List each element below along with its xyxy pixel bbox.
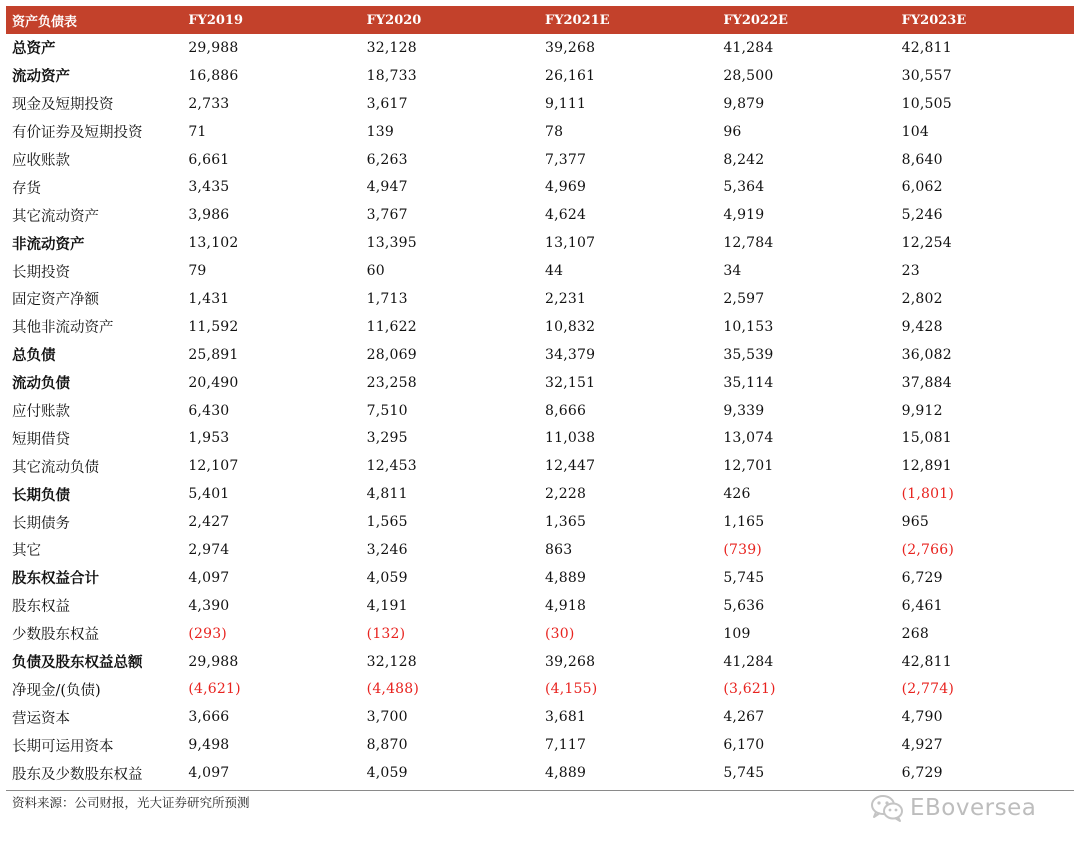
value-cell: 863: [544, 541, 573, 558]
value-cell: 268: [901, 625, 929, 642]
value-cell: 13,395: [366, 235, 417, 252]
value-cell: 4,969: [544, 179, 587, 196]
value-cell: 11,592: [188, 318, 239, 335]
row-label: 少数股东权益: [12, 627, 99, 644]
row-label: 其它: [12, 543, 41, 560]
table-row: [6, 313, 1074, 341]
value-cell: 6,263: [366, 151, 408, 168]
value-cell: 4,889: [544, 765, 587, 782]
value-cell: 4,889: [544, 569, 587, 586]
value-cell: 2,228: [544, 486, 587, 503]
value-cell: (30): [544, 625, 575, 642]
value-cell: 2,597: [723, 290, 765, 307]
row-label: 股东及少数股东权益: [12, 766, 143, 783]
value-cell: 79: [188, 263, 207, 280]
table-row: [6, 257, 1074, 285]
value-cell: 10,832: [544, 318, 596, 335]
value-cell: 1,713: [366, 290, 408, 307]
year-header: FY2020: [366, 12, 422, 28]
value-cell: 12,701: [723, 458, 774, 475]
value-cell: 4,097: [188, 569, 230, 586]
row-label: 营运资本: [12, 710, 70, 727]
value-cell: 8,870: [366, 737, 408, 754]
value-cell: 9,912: [901, 402, 943, 419]
table-row: [6, 146, 1074, 174]
value-cell: 13,074: [723, 430, 774, 447]
value-cell: 78: [544, 123, 564, 140]
value-cell: 11,622: [366, 318, 417, 335]
value-cell: 8,640: [901, 151, 943, 168]
row-label: 总资产: [12, 40, 56, 58]
value-cell: 32,128: [366, 39, 417, 56]
wechat-icon: [870, 793, 904, 823]
value-cell: 6,430: [188, 402, 230, 419]
value-cell: 3,767: [366, 207, 408, 224]
value-cell: 9,498: [188, 737, 230, 754]
value-cell: 1,431: [188, 290, 230, 307]
value-cell: 12,447: [544, 458, 596, 475]
value-cell: 28,500: [723, 67, 774, 84]
value-cell: 4,390: [188, 597, 230, 614]
value-cell: 29,988: [188, 39, 239, 56]
value-cell: (3,621): [723, 681, 776, 698]
value-cell: 3,246: [366, 541, 408, 558]
table-row: [6, 452, 1074, 480]
row-label: 存货: [12, 180, 41, 197]
value-cell: 4,624: [544, 207, 587, 224]
table-header-row: [6, 6, 1074, 34]
table-row: [6, 34, 1074, 62]
value-cell: 39,268: [544, 653, 596, 670]
value-cell: 36,082: [901, 346, 952, 363]
row-label: 有价证券及短期投资: [12, 125, 143, 142]
table-row: [6, 731, 1074, 759]
value-cell: 4,267: [723, 709, 765, 726]
row-label: 长期投资: [12, 264, 70, 281]
value-cell: 9,879: [723, 95, 765, 112]
row-label: 其他非流动资产: [12, 320, 114, 337]
row-label: 总负债: [12, 347, 56, 365]
table-row: [6, 675, 1074, 703]
source-note: 资料来源：公司财报，光大证券研究所预测: [12, 795, 250, 810]
row-label: 现金及短期投资: [12, 97, 114, 114]
value-cell: 4,919: [723, 207, 765, 224]
value-cell: 41,284: [723, 39, 774, 56]
row-label: 长期债务: [12, 515, 70, 532]
row-label: 固定资产净额: [12, 292, 99, 309]
value-cell: 37,884: [901, 374, 952, 391]
value-cell: 139: [366, 123, 394, 140]
value-cell: 3,700: [366, 709, 408, 726]
row-label: 长期可运用资本: [12, 738, 114, 755]
table-title: 资产负债表: [12, 14, 78, 30]
value-cell: 18,733: [366, 67, 417, 84]
value-cell: 4,947: [366, 179, 408, 196]
value-cell: 2,733: [188, 95, 230, 112]
value-cell: 6,461: [901, 597, 943, 614]
value-cell: 12,107: [188, 458, 239, 475]
value-cell: 26,161: [544, 67, 596, 84]
value-cell: 426: [723, 486, 751, 503]
value-cell: 71: [188, 123, 207, 140]
value-cell: 25,891: [188, 346, 239, 363]
value-cell: 8,242: [723, 151, 765, 168]
value-cell: 10,153: [723, 318, 774, 335]
value-cell: 6,170: [723, 737, 765, 754]
value-cell: 5,246: [901, 207, 943, 224]
table-row: [6, 703, 1074, 731]
value-cell: 3,435: [188, 179, 230, 196]
table-row: [6, 173, 1074, 201]
value-cell: 35,114: [723, 374, 774, 391]
value-cell: 4,097: [188, 765, 230, 782]
value-cell: 16,886: [188, 67, 239, 84]
value-cell: 109: [723, 625, 751, 642]
row-label: 应付账款: [12, 404, 70, 421]
table-row: [6, 341, 1074, 369]
table-row: [6, 424, 1074, 452]
value-cell: 3,295: [366, 430, 408, 447]
value-cell: (2,774): [901, 681, 955, 698]
value-cell: 34: [723, 263, 742, 280]
table-row: [6, 508, 1074, 536]
value-cell: 4,059: [366, 765, 408, 782]
row-label: 其它流动资产: [12, 208, 99, 225]
value-cell: 12,254: [901, 235, 952, 252]
value-cell: 35,539: [723, 346, 774, 363]
value-cell: 13,107: [544, 235, 596, 252]
row-label: 其它流动负债: [12, 459, 99, 476]
value-cell: 1,165: [723, 514, 765, 531]
year-header: FY2019: [188, 12, 244, 28]
value-cell: 1,953: [188, 430, 230, 447]
balance-sheet: [6, 6, 1074, 787]
value-cell: 5,364: [723, 179, 765, 196]
value-cell: 23,258: [366, 374, 417, 391]
value-cell: 41,284: [723, 653, 774, 670]
value-cell: 2,231: [544, 290, 587, 307]
value-cell: 1,565: [366, 514, 408, 531]
value-cell: 7,377: [544, 151, 587, 168]
value-cell: 7,117: [544, 737, 587, 754]
value-cell: (293): [188, 625, 227, 642]
value-cell: 4,191: [366, 597, 408, 614]
row-label: 长期负债: [12, 486, 70, 504]
value-cell: 6,661: [188, 151, 230, 168]
row-label: 短期借贷: [12, 431, 70, 448]
table-row: [6, 564, 1074, 592]
watermark-text: EBoversea: [910, 795, 1037, 821]
value-cell: 12,784: [723, 235, 774, 252]
value-cell: (4,621): [188, 681, 241, 698]
value-cell: 4,059: [366, 569, 408, 586]
value-cell: 42,811: [901, 653, 952, 670]
value-cell: 6,062: [901, 179, 943, 196]
value-cell: (132): [366, 625, 406, 642]
value-cell: 3,617: [366, 95, 408, 112]
row-label: 净现金/(负债): [12, 682, 101, 699]
value-cell: 44: [544, 263, 564, 280]
value-cell: 34,379: [544, 346, 596, 363]
value-cell: 12,891: [901, 458, 952, 475]
value-cell: 32,151: [544, 374, 596, 391]
table-row: [6, 369, 1074, 397]
value-cell: 2,802: [901, 290, 943, 307]
row-label: 应收账款: [12, 153, 70, 169]
value-cell: (4,488): [366, 681, 420, 698]
value-cell: 4,918: [544, 597, 587, 614]
row-label: 负债及股东权益总额: [12, 654, 143, 672]
value-cell: (2,766): [901, 541, 955, 558]
value-cell: 965: [901, 514, 929, 531]
row-label: 股东权益合计: [12, 570, 99, 588]
value-cell: 39,268: [544, 39, 596, 56]
row-label: 股东权益: [12, 599, 70, 616]
value-cell: 3,681: [544, 709, 587, 726]
table-row: [6, 759, 1074, 787]
value-cell: 4,790: [901, 709, 943, 726]
value-cell: 15,081: [901, 430, 952, 447]
value-cell: 4,811: [366, 486, 408, 503]
table-body: [6, 34, 1074, 787]
value-cell: 6,729: [901, 765, 943, 782]
value-cell: 2,974: [188, 541, 230, 558]
value-cell: 3,986: [188, 207, 230, 224]
value-cell: (4,155): [544, 681, 598, 698]
value-cell: (1,801): [901, 486, 955, 503]
value-cell: 9,111: [544, 95, 587, 112]
row-label: 非流动资产: [12, 235, 85, 253]
value-cell: 9,428: [901, 318, 943, 335]
balance-sheet-table: [6, 6, 1074, 787]
value-cell: 60: [366, 263, 385, 280]
watermark: [870, 791, 1036, 825]
year-header: FY2023E: [901, 12, 967, 28]
row-label: 流动负债: [12, 375, 70, 393]
value-cell: (739): [723, 541, 762, 558]
value-cell: 3,666: [188, 709, 230, 726]
value-cell: 11,038: [544, 430, 596, 447]
table-row: [6, 90, 1074, 118]
table-row: [6, 118, 1074, 146]
value-cell: 96: [723, 123, 742, 140]
value-cell: 7,510: [366, 402, 408, 419]
row-label: 流动资产: [12, 68, 70, 86]
value-cell: 8,666: [544, 402, 587, 419]
value-cell: 4,927: [901, 737, 943, 754]
value-cell: 5,745: [723, 569, 765, 586]
table-row: [6, 229, 1074, 257]
value-cell: 42,811: [901, 39, 952, 56]
value-cell: 5,401: [188, 486, 230, 503]
table-row: [6, 397, 1074, 425]
value-cell: 5,745: [723, 765, 765, 782]
value-cell: 20,490: [188, 374, 239, 391]
value-cell: 2,427: [188, 514, 230, 531]
value-cell: 32,128: [366, 653, 417, 670]
value-cell: 23: [901, 263, 920, 280]
value-cell: 28,069: [366, 346, 417, 363]
table-row: [6, 592, 1074, 620]
value-cell: 6,729: [901, 569, 943, 586]
value-cell: 5,636: [723, 597, 765, 614]
value-cell: 104: [901, 123, 929, 140]
value-cell: 13,102: [188, 235, 239, 252]
table-row: [6, 536, 1074, 564]
year-header: FY2022E: [723, 12, 788, 28]
table-row: [6, 201, 1074, 229]
year-header: FY2021E: [544, 12, 610, 28]
value-cell: 10,505: [901, 95, 952, 112]
table-row: [6, 480, 1074, 508]
value-cell: 9,339: [723, 402, 765, 419]
table-row: [6, 62, 1074, 90]
value-cell: 29,988: [188, 653, 239, 670]
value-cell: 30,557: [901, 67, 952, 84]
table-row: [6, 648, 1074, 676]
table-row: [6, 620, 1074, 648]
table-row: [6, 285, 1074, 313]
value-cell: 1,365: [544, 514, 587, 531]
value-cell: 12,453: [366, 458, 417, 475]
